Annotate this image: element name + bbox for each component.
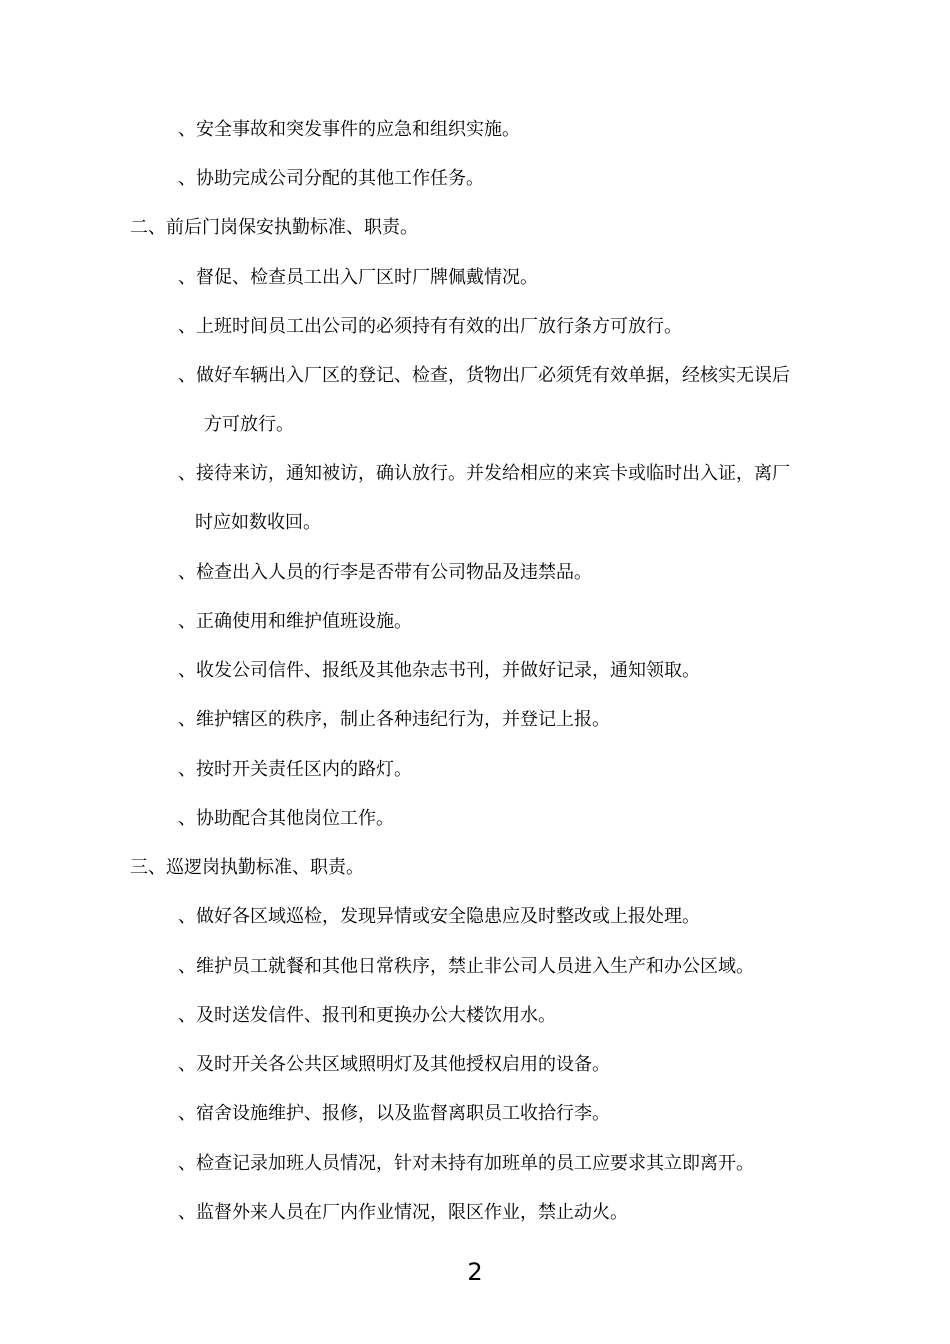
list-item: 、做好车辆出入厂区的登记、检查，货物出厂必须凭有效单据，经核实无误后 [178,365,790,386]
list-item: 、协助完成公司分配的其他工作任务。 [178,168,484,189]
list-item: 、收发公司信件、报纸及其他杂志书刊，并做好记录，通知领取。 [178,660,700,681]
list-item: 、及时开关各公共区域照明灯及其他授权启用的设备。 [178,1054,610,1075]
list-item: 、上班时间员工出公司的必须持有有效的出厂放行条方可放行。 [178,316,682,337]
list-item: 、做好各区域巡检，发现异情或安全隐患应及时整改或上报处理。 [178,906,700,927]
list-item: 、维护辖区的秩序，制止各种违纪行为，并登记上报。 [178,709,610,730]
list-item: 、接待来访，通知被访，确认放行。并发给相应的来宾卡或临时出入证，离厂 [178,463,790,484]
list-item: 、检查出入人员的行李是否带有公司物品及违禁品。 [178,562,592,583]
list-item: 、督促、检查员工出入厂区时厂牌佩戴情况。 [178,267,538,288]
section-heading: 二、前后门岗保安执勤标准、职责。 [130,217,418,238]
list-item: 、维护员工就餐和其他日常秩序，禁止非公司人员进入生产和办公区域。 [178,956,754,977]
list-item-continuation: 方可放行。 [204,414,294,435]
list-item: 、及时送发信件、报刊和更换办公大楼饮用水。 [178,1005,556,1026]
list-item: 、协助配合其他岗位工作。 [178,808,394,829]
list-item: 、检查记录加班人员情况，针对未持有加班单的员工应要求其立即离开。 [178,1153,754,1174]
list-item: 、监督外来人员在厂内作业情况，限区作业，禁止动火。 [178,1202,628,1223]
list-item: 、安全事故和突发事件的应急和组织实施。 [178,119,520,140]
list-item-continuation: 时应如数收回。 [195,512,321,533]
page-number: 2 [467,1258,483,1286]
list-item: 、正确使用和维护值班设施。 [178,611,412,632]
list-item: 、按时开关责任区内的路灯。 [178,759,412,780]
section-heading: 三、巡逻岗执勤标准、职责。 [130,857,364,878]
list-item: 、宿舍设施维护、报修，以及监督离职员工收拾行李。 [178,1103,610,1124]
